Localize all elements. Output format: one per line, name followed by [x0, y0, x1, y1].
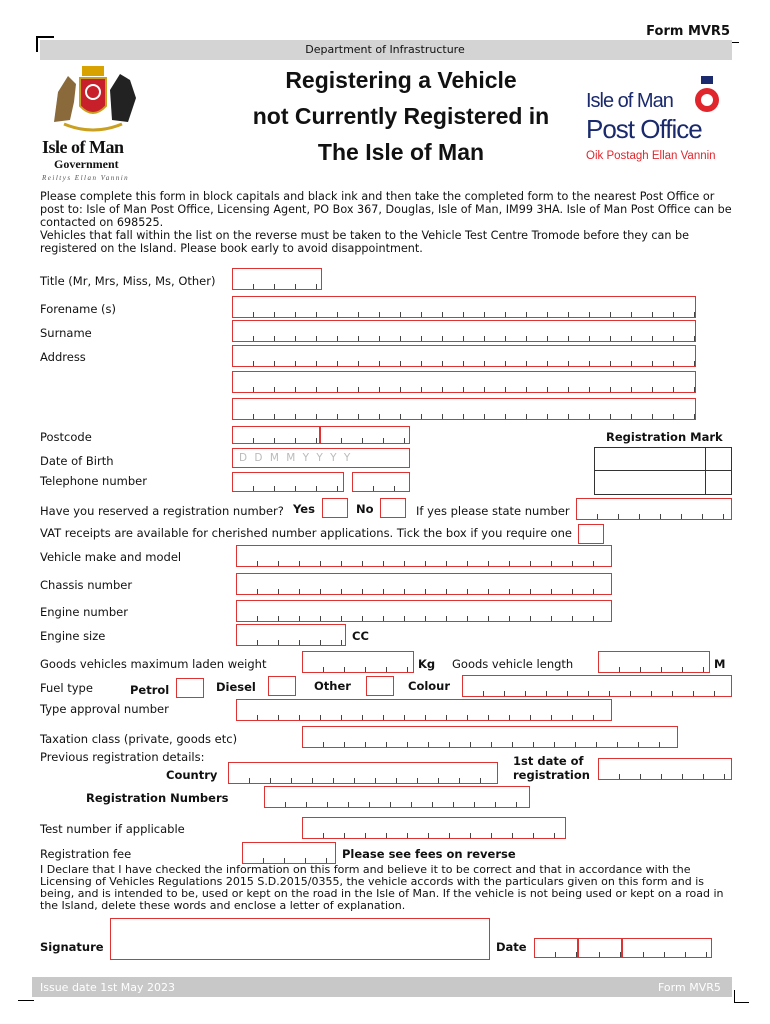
yes-checkbox[interactable]: [322, 498, 348, 518]
goods-weight-field[interactable]: [302, 651, 414, 673]
type-approval-field[interactable]: [236, 699, 612, 721]
post-logo-line2: Post Office: [586, 114, 702, 144]
registration-mark-divider: [595, 470, 731, 471]
postcode-field-2[interactable]: [320, 426, 410, 444]
colour-field[interactable]: [462, 675, 732, 697]
other-checkbox[interactable]: [366, 676, 394, 696]
signature-label: Signature: [40, 940, 104, 954]
surname-field[interactable]: [232, 320, 696, 342]
government-logo: [38, 62, 148, 184]
post-office-logo: [584, 74, 724, 170]
engine-number-field[interactable]: [236, 600, 612, 622]
address-label: Address: [40, 350, 86, 364]
registration-mark-field[interactable]: [594, 447, 732, 495]
post-logo-line1: Isle of Man: [586, 90, 673, 112]
footer-form-code: Form MVR5: [658, 981, 721, 994]
postcode-label: Postcode: [40, 430, 92, 444]
date-field-day[interactable]: [534, 938, 578, 958]
title-line-1: Registering a Vehicle: [285, 67, 517, 93]
crop-mark-bottom-left: [18, 1000, 34, 1001]
royal-mail-crest-icon: [694, 74, 720, 114]
make-model-field[interactable]: [236, 545, 612, 567]
make-model-label: Vehicle make and model: [40, 550, 182, 564]
fuel-type-label: Fuel type: [40, 681, 93, 695]
forename-field[interactable]: [232, 296, 696, 318]
title-field[interactable]: [232, 268, 322, 290]
address-line-3[interactable]: [232, 398, 696, 420]
first-date-label-2: registration: [513, 768, 590, 782]
title-line-3: The Isle of Man: [317, 139, 485, 165]
m-label: M: [714, 657, 726, 671]
country-label: Country: [166, 768, 218, 782]
date-field-year[interactable]: [622, 938, 712, 958]
first-date-field[interactable]: [598, 758, 732, 780]
goods-length-field[interactable]: [598, 651, 710, 673]
reserved-number-field[interactable]: [576, 498, 732, 520]
postcode-field-1[interactable]: [232, 426, 320, 444]
form-code: Form MVR5: [646, 24, 730, 39]
diesel-checkbox[interactable]: [268, 676, 296, 696]
goods-length-label: Goods vehicle length: [452, 657, 574, 671]
chassis-field[interactable]: [236, 573, 612, 595]
vat-checkbox[interactable]: [578, 524, 604, 544]
telephone-field[interactable]: [232, 472, 344, 492]
issue-date: Issue date 1st May 2023: [40, 981, 176, 994]
surname-label: Surname: [40, 326, 92, 340]
title-label: Title (Mr, Mrs, Miss, Ms, Other): [40, 274, 216, 288]
petrol-label: Petrol: [130, 683, 170, 697]
fees-reverse-label: Please see fees on reverse: [342, 847, 516, 861]
dob-label: Date of Birth: [40, 454, 114, 468]
kg-label: Kg: [418, 657, 436, 671]
reg-fee-field[interactable]: [242, 842, 336, 864]
yes-label: Yes: [293, 502, 315, 516]
diesel-label: Diesel: [216, 680, 256, 694]
goods-weight-label: Goods vehicles maximum laden weight: [40, 657, 267, 671]
department-label: Department of Infrastructure: [305, 43, 465, 56]
page-title: [218, 62, 584, 170]
test-number-label: Test number if applicable: [40, 822, 185, 836]
registration-mark-divider-v: [705, 448, 706, 494]
reg-numbers-field[interactable]: [264, 786, 530, 808]
date-label: Date: [496, 940, 527, 954]
other-label: Other: [314, 679, 351, 693]
no-checkbox[interactable]: [380, 498, 406, 518]
gov-logo-line2: Government: [54, 157, 119, 171]
date-field-month[interactable]: [578, 938, 622, 958]
telephone-field-2[interactable]: [352, 472, 410, 492]
coat-of-arms-icon: [44, 62, 144, 134]
reserved-label: Have you reserved a registration number?: [40, 504, 284, 518]
gov-logo-line1: Isle of Man: [42, 137, 124, 157]
vat-label: VAT receipts are available for cherished number applications. Tick the box if you require one: [40, 526, 572, 540]
reg-numbers-label: Registration Numbers: [86, 791, 229, 805]
registration-mark-label: Registration Mark: [606, 430, 723, 444]
if-yes-label: If yes please state number: [416, 504, 570, 518]
petrol-checkbox[interactable]: [176, 678, 204, 698]
address-line-1[interactable]: [232, 345, 696, 367]
no-label: No: [356, 502, 374, 516]
first-date-label-1: 1st date of: [513, 754, 584, 768]
country-field[interactable]: [228, 762, 498, 784]
declaration-text: I Declare that I have checked the information on this form and believe it to be correct and that in accordance with the Licensing of Vehicles Regulations 2015 S.D.2015/0355, the vehicle accords with the particulars given on this form and is being, and is intended to be, used or kept on the road in the Isle of Man. If the vehicle is not being used or kept on a road in the Island, delete these words and enclose a letter of explanation.: [40, 863, 724, 912]
type-approval-label: Type approval number: [40, 702, 169, 716]
reg-fee-label: Registration fee: [40, 847, 132, 861]
intro-text: Please complete this form in block capitals and black ink and then take the completed form to the nearest Post Office or post to: Isle of Man Post Office, Licensing Agent, PO Box 367, Douglas, Isle of Man, IM99 3HA. Isle of Man Post Office can be contacted on 698525. Vehicles that fall within the list on the reverse must be taken to the Vehicle Test Centre Tromode before they can be registered on the Island. Please book early to avoid disappointment.: [40, 190, 732, 255]
test-number-field[interactable]: [302, 817, 566, 839]
telephone-label: Telephone number: [40, 474, 147, 488]
engine-number-label: Engine number: [40, 605, 128, 619]
taxation-field[interactable]: [302, 726, 678, 748]
engine-size-field[interactable]: [236, 624, 346, 646]
address-line-2[interactable]: [232, 371, 696, 393]
forename-label: Forename (s): [40, 302, 117, 316]
crop-mark-bottom-right: [734, 990, 749, 1003]
previous-label: Previous registration details:: [40, 750, 205, 764]
cc-label: CC: [352, 629, 369, 643]
dob-hint: D D M M Y Y Y Y: [239, 452, 353, 464]
gov-logo-motto: Reiltys Ellan Vannin: [42, 174, 130, 182]
chassis-label: Chassis number: [40, 578, 133, 592]
taxation-label: Taxation class (private, goods etc): [40, 732, 238, 746]
colour-label: Colour: [408, 679, 451, 693]
dob-field[interactable]: [232, 448, 410, 468]
title-line-2: not Currently Registered in: [252, 103, 550, 129]
signature-field[interactable]: [110, 918, 490, 960]
engine-size-label: Engine size: [40, 629, 106, 643]
post-logo-line3: Oik Postagh Ellan Vannin: [586, 150, 716, 162]
